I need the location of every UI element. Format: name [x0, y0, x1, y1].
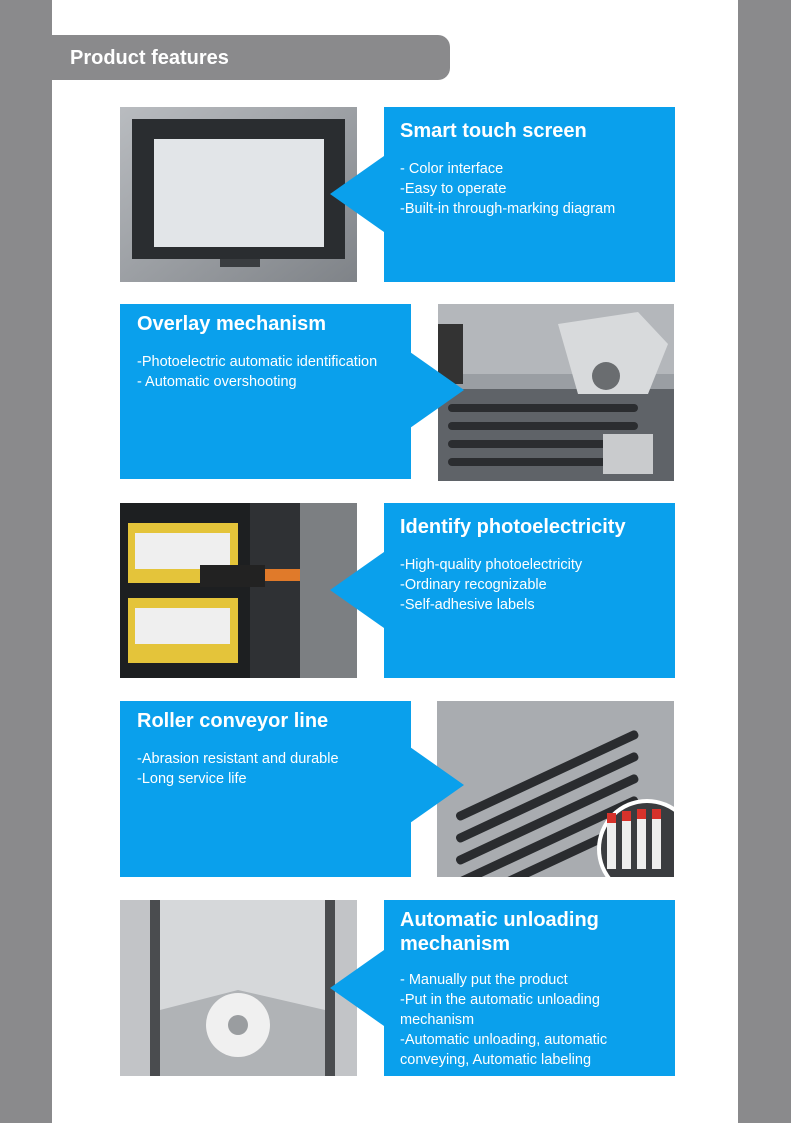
feature-4-arrow — [410, 747, 464, 823]
right-border-bar — [738, 0, 791, 1123]
feature-4-line-1: -Abrasion resistant and durable — [137, 751, 339, 767]
feature-1-panel — [384, 107, 675, 282]
feature-1-line-1: - Color interface — [400, 161, 504, 177]
feature-2-title: Overlay mechanism — [137, 313, 326, 335]
feature-3-title: Identify photoelectricity — [400, 516, 626, 538]
feature-4-line-2: -Long service life — [137, 771, 247, 787]
feature-2-line-1: -Photoelectric automatic identification — [137, 354, 378, 370]
feature-3-panel — [384, 503, 675, 678]
feature-1-title: Smart touch screen — [400, 120, 587, 142]
feature-4-title: Roller conveyor line — [137, 710, 329, 732]
feature-5-line-1: - Manually put the product — [400, 972, 568, 988]
feature-5-arrow — [330, 950, 384, 1026]
touchscreen-image — [120, 107, 357, 282]
feature-2-arrow — [410, 352, 464, 428]
sensor-image — [120, 503, 357, 678]
feature-4-panel — [120, 701, 411, 877]
feature-5-title: Automatic unloading mechanism — [400, 909, 599, 955]
feature-3-line-1: -High-quality photoelectricity — [400, 557, 583, 573]
feature-1-line-2: -Easy to operate — [400, 181, 507, 197]
feature-5-line-2: -Put in the automatic unloading mechanism — [400, 992, 600, 1028]
left-border-bar — [0, 0, 52, 1123]
feature-3-arrow — [330, 552, 384, 628]
feature-3-line-3: -Self-adhesive labels — [400, 597, 535, 613]
feature-5-line-3: -Automatic unloading, automatic conveying, Automatic labeling — [400, 1032, 608, 1068]
page-title: Product features — [70, 47, 229, 69]
feature-2-line-2: - Automatic overshooting — [137, 374, 297, 390]
feature-5-panel — [384, 900, 675, 1076]
feature-1-line-3: -Built-in through-marking diagram — [400, 201, 616, 217]
unloading-image — [120, 900, 357, 1076]
roller-image — [437, 701, 674, 877]
feature-2-panel — [120, 304, 411, 479]
feature-3-line-2: -Ordinary recognizable — [400, 577, 547, 593]
feature-1-arrow — [330, 156, 384, 232]
overlay-image — [438, 304, 674, 481]
